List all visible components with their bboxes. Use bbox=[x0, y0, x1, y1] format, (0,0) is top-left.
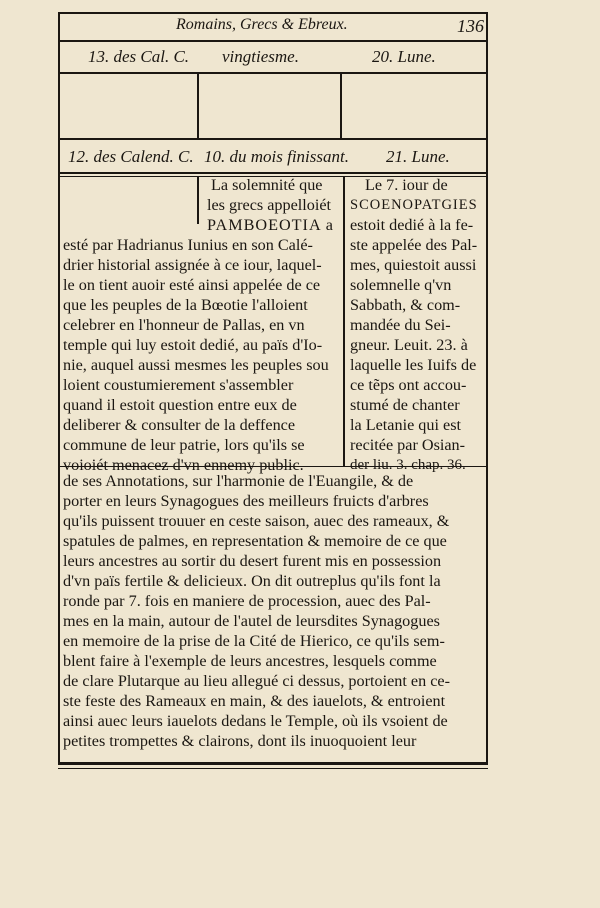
hebrew-date-2: 21. Lune. bbox=[386, 147, 450, 166]
right-line: ce tẽps ont accou- bbox=[350, 376, 467, 394]
right-line: estoit dedié à la fe- bbox=[350, 216, 474, 234]
right-column-divider bbox=[343, 176, 345, 466]
empty-row-divider-2 bbox=[340, 74, 342, 138]
body-line: ainsi auec leurs iauelots dedans le Temple, où ils vsoient de bbox=[63, 712, 448, 730]
date-row-2 bbox=[60, 144, 486, 170]
body-line: leurs ancestres au sortir du desert furent mis en possession bbox=[63, 552, 442, 570]
left-line: que les peuples de la Bœotie l'alloient bbox=[63, 296, 308, 314]
right-line: laquelle les Iuifs de bbox=[350, 356, 477, 374]
head-rule bbox=[58, 40, 488, 42]
roman-date-1: 13. des Cal. C. bbox=[88, 47, 190, 66]
greek-date-1: vingtiesme. bbox=[222, 47, 299, 66]
right-line: mes, quiestoit aussi bbox=[350, 256, 477, 274]
left-line: deliberer & consulter de la deffence bbox=[63, 416, 296, 434]
left-line: le on tient auoir esté ainsi appelée de ce bbox=[63, 276, 321, 294]
right-line: mandée du Sei- bbox=[350, 316, 451, 334]
right-line: SCOENOPATGIES bbox=[350, 197, 478, 213]
date-row-1 bbox=[60, 44, 486, 70]
right-line: la Letanie qui est bbox=[350, 416, 462, 434]
right-line: Sabbath, & com- bbox=[350, 296, 461, 314]
right-line: der liu. 3. chap. 36. bbox=[350, 457, 466, 473]
frame-right-rule bbox=[486, 12, 488, 764]
body-line: ste feste des Rameaux en main, & des iauelots, & entroient bbox=[63, 692, 446, 710]
body-line: de clare Plutarque au lieu allegué ci dessus, portoient en ce- bbox=[63, 672, 450, 690]
frame-bottom-rule bbox=[58, 762, 488, 765]
body-line: en memoire de la prise de la Cité de Hierico, ce qu'ils sem- bbox=[63, 632, 445, 650]
roman-date-2: 12. des Calend. C. bbox=[68, 147, 194, 166]
right-line: Le 7. iour de bbox=[365, 176, 448, 194]
right-line: gneur. Leuit. 23. à bbox=[350, 336, 468, 354]
body-line: d'vn païs fertile & delicieux. On dit outreplus qu'ils font la bbox=[63, 572, 441, 590]
right-line: recitée par Osian- bbox=[350, 436, 466, 454]
left-line: voioiét menacez d'vn ennemy public. bbox=[63, 456, 304, 474]
running-title: Romains, Grecs & Ebreux. bbox=[176, 16, 348, 33]
left-line: nie, auquel aussi mesmes les peuples sou bbox=[63, 356, 329, 374]
left-line: commune de leur patrie, lors qu'ils se bbox=[63, 436, 305, 454]
left-line: esté par Hadrianus Iunius en son Calé- bbox=[63, 236, 313, 254]
body-line: spatules de palmes, en representation & memoire de ce que bbox=[63, 532, 447, 550]
body-line: de ses Annotations, sur l'harmonie de l'Euangile, & de bbox=[63, 472, 414, 490]
greek-date-2: 10. du mois finissant. bbox=[204, 147, 349, 166]
left-indent-line-2: les grecs appelloiét bbox=[207, 196, 332, 214]
left-line: quand il estoit question entre eux de bbox=[63, 396, 297, 414]
right-line: solemnelle q'vn bbox=[350, 276, 452, 294]
body-line: porter en leurs Synagogues des meilleurs fruicts d'arbres bbox=[63, 492, 429, 510]
body-line: blent faire à l'exemple de leurs ancestres, lesquels comme bbox=[63, 652, 437, 670]
empty-row-divider-1 bbox=[197, 74, 199, 138]
left-indent-divider bbox=[197, 176, 199, 224]
body-line: qu'ils puissent trouuer en ceste saison, auec des rameaux, & bbox=[63, 512, 450, 530]
left-line: celebrer en l'honneur de Pallas, en vn bbox=[63, 316, 305, 334]
left-line: loient coustumierement s'assembler bbox=[63, 376, 294, 394]
right-line: stumé de chanter bbox=[350, 396, 460, 414]
frame-bottom-rule-thin bbox=[58, 768, 488, 769]
left-line: temple qui luy estoit dedié, au païs d'Io- bbox=[63, 336, 323, 354]
row1-rule bbox=[58, 72, 488, 74]
body-line: ronde par 7. fois en maniere de procession, auec des Pal- bbox=[63, 592, 431, 610]
page-number: 136 bbox=[457, 16, 484, 36]
body-line: petites trompettes & clairons, dont ils inuoquoient leur bbox=[63, 732, 417, 750]
right-line: ste appelée des Pal- bbox=[350, 236, 478, 254]
left-indent-line-1: La solemnité que bbox=[211, 176, 323, 194]
body-line: mes en la main, autour de l'autel de leursdites Synagogues bbox=[63, 612, 440, 630]
left-line: drier historial assignée à ce iour, laquel- bbox=[63, 256, 322, 274]
frame-left-rule bbox=[58, 12, 60, 764]
left-indent-line-3: PAMBOEOTIA a bbox=[207, 216, 334, 234]
empty-row-rule bbox=[58, 138, 488, 140]
hebrew-date-1: 20. Lune. bbox=[372, 47, 436, 66]
running-head bbox=[60, 14, 486, 36]
